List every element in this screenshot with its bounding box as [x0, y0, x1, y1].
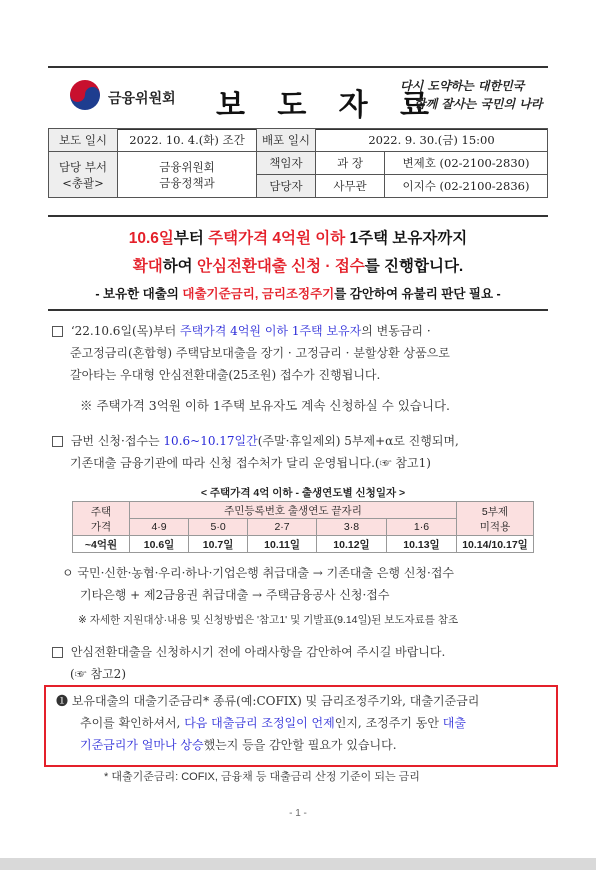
- highlight-line3: [56, 734, 548, 756]
- digit-cell: 1·6: [386, 519, 456, 536]
- contact-title: 사무관: [316, 175, 385, 198]
- page-number: - 1 -: [289, 808, 307, 819]
- checkbox-bullet-icon: [52, 326, 63, 337]
- distribution-label: 배포 일시: [257, 129, 316, 152]
- paragraph-1-line2: 준고정금리(혼합형) 주택담보대출을 장기 · 고정금리 · 분할상환 상품으로: [70, 346, 450, 360]
- text-highlight: 다음 대출금리 조정일이 언제: [184, 716, 335, 730]
- dept-name2: 금융정책과: [159, 175, 215, 190]
- text-highlight: 기준금리가 얼마나 상승: [80, 738, 204, 752]
- col-extra-b: 미적용: [479, 520, 511, 533]
- digit-cell: 4·9: [130, 519, 189, 536]
- headline-expand: 확대: [132, 258, 163, 275]
- headline-subtitle: [48, 284, 548, 302]
- responsible-title: 과 장: [316, 152, 385, 175]
- headline-text: 1주택 보유자까지: [345, 230, 468, 247]
- text: (주말·휴일제외) 5부제+α로 진행되며,: [257, 434, 459, 448]
- note-1: ※ 주택가격 3억원 이하 1주택 보유자도 계속 신청하실 수 있습니다.: [80, 398, 451, 413]
- slogan-line2: 함께 잘사는 국민의 나라: [414, 97, 543, 111]
- paragraph-1-line1: [52, 320, 552, 342]
- responsible-label: 책임자: [257, 152, 316, 175]
- headline-text: 부터: [173, 230, 209, 247]
- date-cell: 10.6일: [130, 536, 189, 553]
- dept-name1: 금융위원회: [159, 159, 215, 174]
- text: ‘22.10.6일(목)부터: [70, 324, 180, 338]
- headline-text: 하여: [162, 258, 197, 275]
- subtitle-highlight: 대출기준금리, 금리조정주기: [182, 287, 335, 301]
- note-2: ※ 자세한 지원대상·내용 및 신청방법은 '참고1' 및 기발표(9.14일)된 보도자료를 참조: [78, 614, 459, 626]
- table-caption: < 주택가격 4억 이하 - 출생연도별 신청일자 >: [200, 487, 406, 499]
- highlight-line2: [56, 712, 548, 734]
- row-label: ~4억원: [73, 536, 130, 553]
- checkbox-bullet-icon: [52, 647, 63, 658]
- paragraph-3: [52, 641, 552, 685]
- contact-label: 담당자: [257, 175, 316, 198]
- col-extra-cell: [457, 502, 534, 536]
- text-highlight: 주택가격 4억원 이하 1주택 보유자: [180, 324, 362, 338]
- info-table: [48, 128, 548, 198]
- paragraph-1-line3: 갈아타는 우대형 안심전환대출(25조원) 접수가 진행됩니다.: [70, 368, 381, 382]
- text: 의 변동금리 ·: [361, 324, 431, 338]
- headline-price: 주택가격 4억원 이하: [208, 230, 346, 247]
- government-emblem-icon: [70, 80, 100, 110]
- dept-label-sub: <총괄>: [62, 175, 104, 190]
- bank-line2: 기타은행 + 제2금융권 취급대출 → 주택금융공사 신청·접수: [80, 588, 390, 602]
- col-extra-a: 5부제: [481, 505, 509, 518]
- headline-text: 를 진행합니다.: [364, 258, 464, 275]
- page-title: 보 도 자 료: [216, 89, 441, 122]
- highlight-line1: ❶ 보유대출의 대출기준금리* 종류(예:COFIX) 및 금리조정주기와, 대출기준금리: [56, 694, 480, 708]
- col-house: 주택: [90, 505, 112, 518]
- digit-cell: 5·0: [189, 519, 248, 536]
- digit-cell: 2·7: [248, 519, 317, 536]
- text-highlight: 10.6~10.17일간: [163, 434, 258, 448]
- bank-line1: ㅇ 국민·신한·농협·우리·하나·기업은행 취급대출 → 기존대출 은행 신청·접수: [62, 566, 454, 580]
- date-cell: 10.13일: [386, 536, 456, 553]
- viewer-bottom-bar: [0, 858, 596, 870]
- col-house-cell: [73, 502, 130, 536]
- digit-cell: 3·8: [317, 519, 387, 536]
- dept-name-cell: [118, 152, 257, 198]
- date-cell: 10.11일: [248, 536, 317, 553]
- report-date: 2022. 10. 4.(화) 조간: [118, 129, 257, 152]
- text: 추이를 확인하셔서,: [80, 716, 185, 730]
- dept-label-cell: [49, 152, 118, 198]
- report-date-label: 보도 일시: [49, 129, 118, 152]
- paragraph-3-line1: [52, 641, 552, 663]
- subtitle-text: 를 감안하여 유불리 판단 필요 -: [334, 287, 501, 301]
- text-highlight: 대출: [442, 716, 466, 730]
- dept-label: 담당 부서: [58, 159, 108, 174]
- date-cell: 10.12일: [317, 536, 387, 553]
- footnote: * 대출기준금리: COFIX, 금융채 등 대출금리 산정 기준이 되는 금리: [104, 771, 420, 783]
- paragraph-2-line2: 기존대출 금융기관에 따라 신청 접수처가 달리 운영됩니다.(☞ 참고1): [70, 456, 431, 470]
- col-group: 주민등록번호 출생연도 끝자리: [130, 502, 457, 519]
- col-price: 가격: [90, 520, 112, 533]
- headline-date: 10.6일: [128, 230, 174, 247]
- checkbox-bullet-icon: [52, 436, 63, 447]
- highlight-text: [56, 690, 548, 756]
- distribution-date: 2022. 9. 30.(금) 15:00: [316, 129, 548, 152]
- text: 했는지 등을 감안할 필요가 있습니다.: [203, 738, 397, 752]
- text: 안심전환대출을 신청하시기 전에 아래사항을 감안하여 주시길 바랍니다.: [70, 645, 446, 659]
- agency-name: 금융위원회: [108, 90, 176, 106]
- paragraph-3-line2: (☞ 참고2): [70, 667, 126, 681]
- schedule-table: [72, 501, 534, 553]
- text: 금번 신청·접수는: [70, 434, 164, 448]
- subtitle-text: - 보유한 대출의: [95, 287, 183, 301]
- paragraph-2-line1: [52, 430, 552, 452]
- headline-loan: 안심전환대출 신청 · 접수: [196, 258, 365, 275]
- headline-line1: [48, 226, 548, 248]
- paragraph-1: [52, 320, 552, 386]
- contact-person: 이지수 (02-2100-2836): [385, 175, 548, 198]
- date-cell: 10.7일: [189, 536, 248, 553]
- slogan-line1: 다시 도약하는 대한민국: [400, 79, 525, 93]
- extra-date-cell: 10.14/10.17일: [457, 536, 534, 553]
- responsible-person: 변제호 (02-2100-2830): [385, 152, 548, 175]
- paragraph-2: [52, 430, 552, 474]
- bank-info: [62, 562, 552, 606]
- text: 인지, 조정주기 동안: [334, 716, 443, 730]
- headline-line2: [48, 254, 548, 276]
